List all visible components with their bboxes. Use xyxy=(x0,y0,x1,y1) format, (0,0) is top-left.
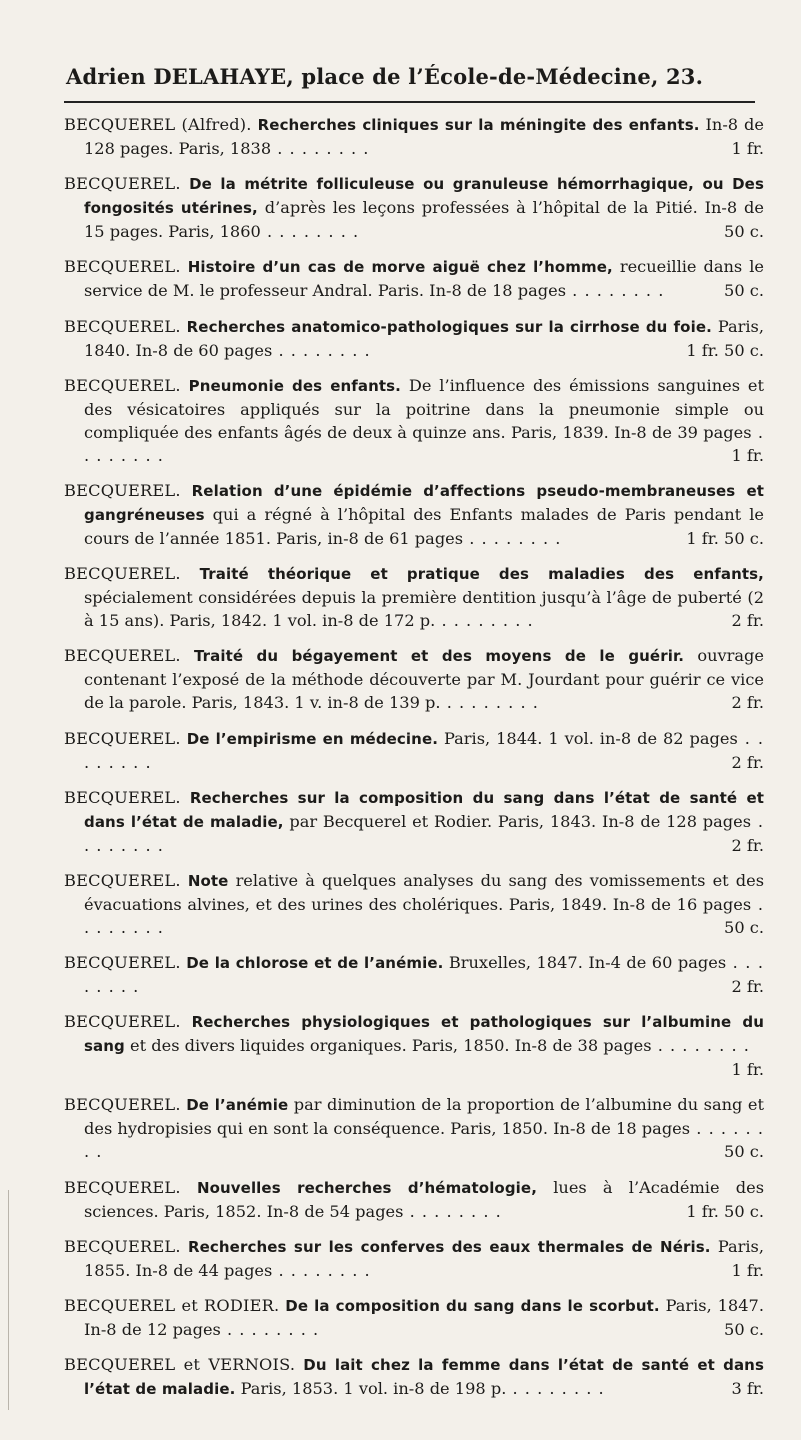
entry-author: BECQUEREL. xyxy=(64,953,181,973)
entry-title: De la composition du sang dans le scorbut. xyxy=(285,1297,660,1315)
catalog-entry xyxy=(64,1176,764,1223)
dot-leader: . . . . . . . . xyxy=(403,1201,502,1221)
entry-price: 1 fr. xyxy=(731,1260,764,1280)
entry-details: Paris, 1847. In-8 de 12 pages xyxy=(84,1296,764,1339)
entry-title: Pneumonie des enfants. xyxy=(188,376,401,395)
entry-details: ouvrage contenant l’exposé de la méthode découverte par M. Jourdant pour guérir ce vice de la parole. Paris, 1843. 1 v. in-8 de 139 p. xyxy=(84,646,764,713)
entry-details: Paris, 1840. In-8 de 60 pages xyxy=(84,316,764,360)
entry-author: BECQUEREL. xyxy=(64,646,181,666)
entry-title: Recherches sur la composition du sang dans l’état de santé et dans l’état de maladie, xyxy=(84,788,764,831)
entry-price: 2 fr. xyxy=(731,611,764,631)
header-rule xyxy=(64,101,755,103)
entry-title: Recherches cliniques sur la méningite des enfants. xyxy=(257,116,700,134)
entry-price: 50 c. xyxy=(724,917,764,937)
entry-details: De l’influence des émissions sanguines et des vésicatoires appliqués sur la poitrine dans la pneumonie simple ou compliquée des enfants âgés de deux à quinze ans. Paris, 1839. In-8 de 39 pages xyxy=(84,375,764,442)
entry-details: lues à l’Académie des sciences. Paris, 1852. In-8 de 54 pages xyxy=(84,1177,765,1221)
entry-details: et des divers liquides organiques. Paris, 1850. In-8 de 38 pages xyxy=(130,1036,652,1056)
entry-price: 1 fr. xyxy=(731,139,764,158)
entry-title: Du lait chez la femme dans l’état de santé et dans l’état de maladie. xyxy=(84,1356,764,1399)
entry-author: BECQUEREL. xyxy=(64,480,181,500)
entry-details: spécialement considérées depuis la première dentition jusqu’à l’âge de puberté (2 à 15 ans). Paris, 1842. 1 vol. in-8 de 172 p. xyxy=(84,588,764,631)
dot-leader: . . . . . . . . xyxy=(566,281,665,301)
entry-title: Nouvelles recherches d’hématologie, xyxy=(196,1178,537,1197)
catalog-entry xyxy=(64,172,764,243)
catalog-entry xyxy=(64,1010,764,1081)
entry-details: recueillie dans le service de M. le professeur Andral. Paris. In-8 de 18 pages xyxy=(84,257,764,301)
dot-leader: . . . . . . . . xyxy=(84,894,765,937)
entry-title: De l’empirisme en médecine. xyxy=(186,729,439,748)
entry-author: BECQUEREL. xyxy=(64,375,181,395)
entry-author: BECQUEREL. xyxy=(64,1095,181,1115)
catalog-entry xyxy=(64,113,764,160)
catalog-entry xyxy=(64,562,764,632)
entry-details: Paris, 1853. 1 vol. in-8 de 198 p. xyxy=(240,1379,507,1399)
catalog-entry xyxy=(64,1294,764,1341)
entry-price: 50 c. xyxy=(724,1320,764,1339)
dot-leader: . . . . . . . . xyxy=(463,528,562,548)
dot-leader: . . . . . . . . xyxy=(271,139,370,158)
entry-title: Traité théorique et pratique des maladies des enfants, xyxy=(199,565,764,584)
entry-details: d’après les leçons professées à l’hôpital de la Pitié. In-8 de 15 pages. Paris, 1860 xyxy=(84,198,764,242)
dot-leader: . . . . . . . . xyxy=(84,1119,764,1162)
entry-price: 2 fr. xyxy=(731,693,764,713)
dot-leader: . . . . . . . . xyxy=(651,1036,750,1056)
catalog-entry xyxy=(64,727,764,774)
entry-author: BECQUEREL. xyxy=(64,1236,181,1256)
catalog-entry xyxy=(64,1093,764,1163)
entry-details: Bruxelles, 1847. In-4 de 60 pages xyxy=(448,953,727,973)
dot-leader: . . . . . . . . xyxy=(84,811,764,855)
entry-author: BECQUEREL (Alfred). xyxy=(64,115,252,134)
entry-details: Paris, 1844. 1 vol. in-8 de 82 pages xyxy=(443,728,738,748)
entry-author: BECQUEREL. xyxy=(64,174,181,194)
entry-author: BECQUEREL et RODIER. xyxy=(64,1296,280,1315)
entry-title: Recherches physiologiques et pathologiques sur l’albumine du sang xyxy=(84,1013,764,1056)
entry-price: 1 fr. xyxy=(731,1060,764,1080)
entry-title: De la chlorose et de l’anémie. xyxy=(186,954,444,973)
entry-details: qui a régné à l’hôpital des Enfants malades de Paris pendant le cours de l’année 1851. Paris, in-8 de 61 pages xyxy=(84,504,764,548)
entry-price: 1 fr. 50 c. xyxy=(686,1201,764,1221)
catalog-entry xyxy=(64,479,764,550)
catalog-entry xyxy=(64,951,764,998)
dot-leader: . . . . . . . . xyxy=(84,728,764,772)
entry-author: BECQUEREL. xyxy=(64,1012,181,1032)
entry-price: 1 fr. xyxy=(731,445,764,465)
entry-details: relative à quelques analyses du sang des vomissements et des évacuations alvines, et des urines des cholériques. Paris, 1849. In-8 de 16 pages xyxy=(84,870,764,914)
entry-price: 50 c. xyxy=(724,1142,764,1162)
entry-details: In-8 de 128 pages. Paris, 1838 xyxy=(84,115,764,158)
entry-price: 2 fr. xyxy=(731,835,764,855)
entry-author: BECQUEREL. xyxy=(64,728,181,748)
catalog-entry xyxy=(64,644,764,714)
catalog-entry xyxy=(64,786,764,857)
entry-title: Traité du bégayement et des moyens de le guérir. xyxy=(193,647,685,666)
entry-author: BECQUEREL et VERNOIS. xyxy=(64,1355,296,1375)
entry-price: 1 fr. 50 c. xyxy=(686,528,764,548)
dot-leader: . . . . . . . . xyxy=(272,1260,371,1280)
entry-price: 2 fr. xyxy=(731,752,764,772)
page-header: Adrien DELAHAYE, place de l’École-de-Médecine, 23. xyxy=(66,64,704,89)
catalog-entry xyxy=(64,1235,764,1282)
entry-author: BECQUEREL. xyxy=(64,1177,181,1197)
entry-price: 50 c. xyxy=(724,281,764,301)
catalog-entry xyxy=(64,315,764,362)
margin-mark xyxy=(8,1190,9,1410)
catalog-entry xyxy=(64,374,764,467)
entry-title: Recherches sur les conferves des eaux thermales de Néris. xyxy=(187,1237,711,1256)
entry-title: De l’anémie xyxy=(186,1096,289,1115)
entry-list xyxy=(64,113,764,1401)
entry-price: 2 fr. xyxy=(731,977,764,997)
entry-details: par Becquerel et Rodier. Paris, 1843. In-8 de 128 pages xyxy=(289,811,752,831)
entry-details: Paris, 1855. In-8 de 44 pages xyxy=(84,1236,764,1280)
catalog-entry xyxy=(64,1353,764,1401)
entry-title: Relation d’une épidémie d’affections pseudo-membraneuses et gangréneuses xyxy=(84,481,764,524)
entry-title: Recherches anatomico-pathologiques sur la cirrhose du foie. xyxy=(186,317,712,336)
entry-title: De la métrite folliculeuse ou granuleuse hémorrhagique, ou Des fongosités utérines, xyxy=(84,175,764,218)
entry-price: 3 fr. xyxy=(731,1379,764,1399)
catalog-entry xyxy=(64,869,764,939)
dot-leader: . . . . . . . . xyxy=(440,693,539,713)
dot-leader: . . . . . . . . xyxy=(435,611,534,631)
entry-author: BECQUEREL. xyxy=(64,564,181,584)
dot-leader: . . . . . . . . xyxy=(84,953,764,997)
dot-leader: . . . . . . . . xyxy=(272,340,371,360)
entry-title: Note xyxy=(187,871,229,890)
dot-leader: . . . . . . . . xyxy=(260,222,360,242)
entry-title: Histoire d’un cas de morve aiguë chez l’homme, xyxy=(187,258,613,277)
catalog-entry xyxy=(64,255,764,302)
entry-author: BECQUEREL. xyxy=(64,787,181,807)
entry-price: 1 fr. 50 c. xyxy=(686,340,764,360)
entry-details: par diminution de la proportion de l’albumine du sang et des hydropisies qui en sont la conséquence. Paris, 1850. In-8 de 18 pages xyxy=(84,1095,764,1139)
dot-leader: . . . . . . . . xyxy=(506,1379,605,1399)
entry-price: 50 c. xyxy=(724,222,764,242)
entry-author: BECQUEREL. xyxy=(64,316,181,336)
dot-leader: . . . . . . . . xyxy=(84,422,764,465)
dot-leader: . . . . . . . . xyxy=(220,1320,320,1339)
entry-author: BECQUEREL. xyxy=(64,257,181,277)
entry-author: BECQUEREL. xyxy=(64,870,181,890)
